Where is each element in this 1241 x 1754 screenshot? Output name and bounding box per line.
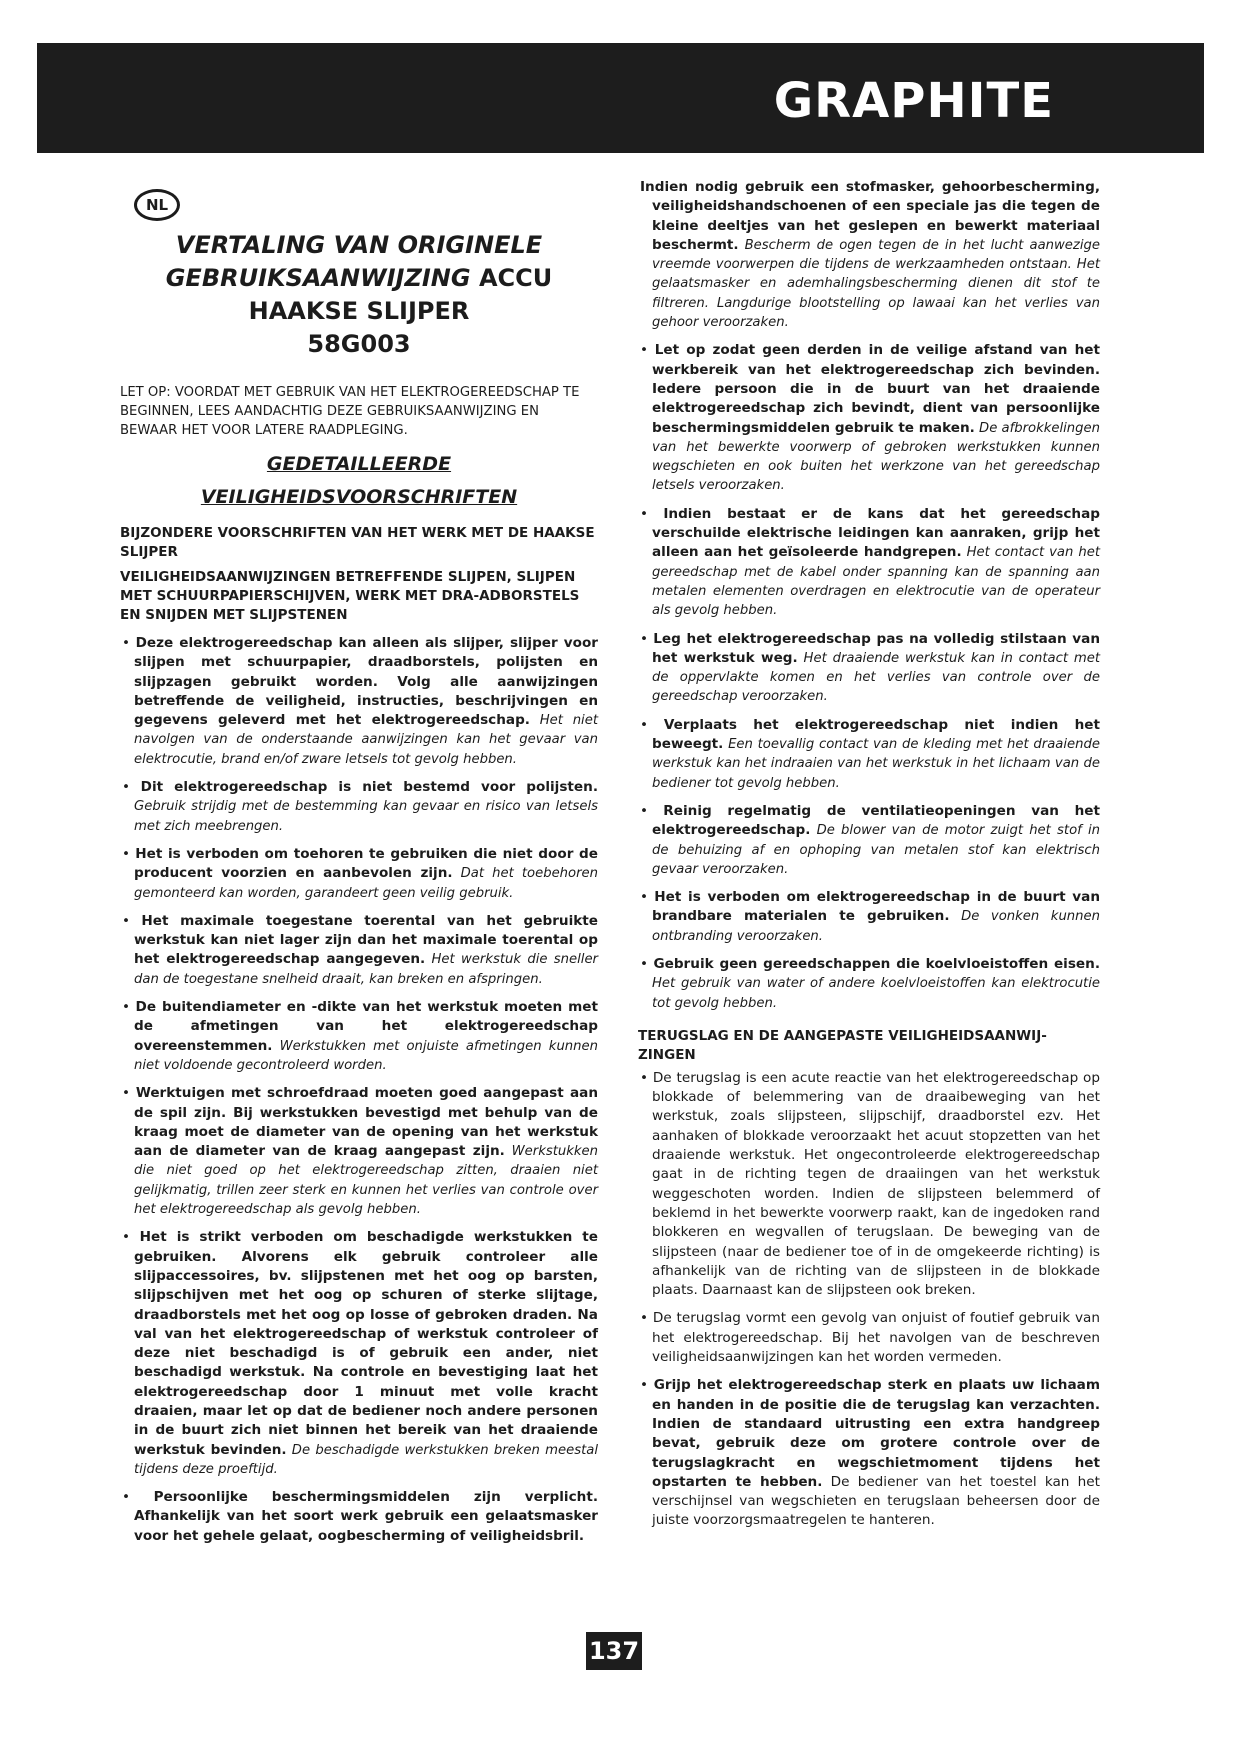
list-item: • Het is verboden om elektrogereedschap in de buurt van brandbare materialen te gebruiken. De vonken kunnen ontbranding veroorzaken.	[640, 889, 1100, 944]
list-item: • Het maximale toegestane toerental van het gebruikte werkstuk kan niet lager zijn dan het maximale toerental op het elektrogereedschap aangegeven. Het werkstuk die sneller dan de toegestane snelheid draait, kan breken en afspringen.	[122, 912, 599, 987]
list-item: • Indien bestaat er de kans dat het gereedschap verschuilde elektrische leidingen kan aanraken, grijp het alleen aan het geïsoleerde handgrepen. Het contact van het gereedschap met de kabel onder spanning kan de spanning aan metalen elementen overdragen en elektrocutie van de operateur als gevolg hebben.	[640, 505, 1100, 619]
title-line-1: VERTALING VAN ORIGINELE	[175, 231, 543, 259]
title-line-2a: GEBRUIKSAANWIJZING	[165, 264, 471, 292]
page-number: 137	[586, 1632, 642, 1670]
list-item: • Gebruik geen gereedschappen die koelvloeistoffen eisen. Het gebruik van water of andere koelvloeistoffen kan elektrocutie tot gevolg hebben.	[640, 955, 1100, 1011]
list-item: • De terugslag is een acute reactie van het elektrogereedschap op blokkade of belemmering van de draaibeweging van het werkstuk, zoals slijpsteen, slijpschijf, draadborstel ezv. Het aanhaken of blokkade veroorzaakt het acuut stopzetten van het draaiende werkstuk. Het ongecontroleerde elektrogereedschap gaat in de richting tegen de draaiingen van het werkstuk weggeschoten worden. Indien de slijpsteen belemmerd of beklemd in het bewerkte voorwerp raakt, kan de ingedoken rand blokkeren en wegvallen of terugslaan. De beweging van de slijpsteen (naar de bediener toe of in de omgekeerde richting) is afhankelijk van de richting van de slijpsteen in de blokkade plaats. Daarnaast kan de slijpsteen ook breken.	[640, 1069, 1100, 1299]
brand-logo: GRAPHITE	[773, 73, 1054, 129]
title-line-2b: ACCU	[470, 264, 553, 292]
subheading-kickback: TERUGSLAG EN DE AANGEPASTE VEILIGHEIDSAANWIJ-ZINGEN	[638, 1027, 1047, 1063]
list-item: • De buitendiameter en -dikte van het werkstuk moeten met de afmetingen van het elektrogereedschap overeenstemmen. Werkstukken met onjuiste afmetingen kunnen niet voldoende gecontroleerd worden.	[122, 999, 598, 1073]
list-item: • Dit elektrogereedschap is niet bestemd voor polijsten. Gebruik strijdig met de bestemming kan gevaar en risico van letsels met zich meebrengen.	[122, 779, 598, 834]
list-item: • Leg het elektrogereedschap pas na volledig stilstaan van het werkstuk weg. Het draaiende werkstuk kan in contact met de oppervlakte komen en het verlies van controle over de gereedschap veroorzaken.	[640, 630, 1101, 705]
header-bar	[37, 43, 1204, 153]
notice-text: LET OP: VOORDAT MET GEBRUIK VAN HET ELEKTROGEREEDSCHAP TE BEGINNEN, LEES AANDACHTIG DEZE GEBRUIKSAANWIJZING EN BEWAAR HET VOOR LATERE RAADPLEGING.	[120, 385, 580, 438]
list-item: • Reinig regelmatig de ventilatieopeningen van het elektrogereedschap. De blower van de motor zuigt het stof in de behuizing af en ophoping van metalen stof kan elektrisch gevaar veroorzaken.	[640, 802, 1101, 877]
list-item: • Grijp het elektrogereedschap sterk en plaats uw lichaam en handen in de positie die de terugslag kan verzachten. Indien de standaard uitrusting een extra handgreep bevat, gebruik deze om grotere controle over de terugslagkracht en wegschietmoment tijdens het opstarten te hebben. De bediener van het toestel kan het verschijnsel van wegschieten en terugslaan beheersen door de juiste voorzorgsmaatregelen te hanteren.	[640, 1377, 1100, 1529]
language-badge: NL	[134, 189, 180, 221]
list-item: • Persoonlijke beschermingsmiddelen zijn verplicht. Afhankelijk van het soort werk gebruik een gelaatsmasker voor het gehele gelaat, oogbescherming of veiligheidsbril.	[122, 1489, 598, 1544]
left-column	[120, 180, 598, 1546]
list-item: Indien nodig gebruik een stofmasker, gehoorbescherming, veiligheidshandschoenen of een speciale jas die tegen de kleine deeltjes van het geslepen en bewerkt materiaal beschermt. Bescherm de ogen tegen de in het lucht aanwezige vreemde voorwerpen die tijdens de werkzaamheden ontstaan. Het gelaatsmasker en ademhalingsbescherming dienen dit stof te filtreren. Langdurige blootstelling op lawaai kan het verlies van gehoor veroorzaken.	[640, 179, 1100, 331]
list-item: • Deze elektrogereedschap kan alleen als slijper, slijper voor slijpen met schuurpapier, draadborstels, polijsten en slijpzagen gebruikt worden. Volg alle aanwijzingen betreffende de veiligheid, instructies, beschrijvingen en gegevens geleverd met het elektrogereedschap. Het niet navolgen van de onderstaande aanwijzingen kan het gevaar van elektrocutie, brand en/of zware letsels tot gevolg hebben.	[122, 635, 599, 767]
list-item: • Let op zodat geen derden in de veilige afstand van het werkbereik van het elektrogereedschap zich bevinden. Iedere persoon die in de buurt van het draaiende elektrogereedschap zich bevindt, dient van persoonlijke beschermingsmiddelen gebruik te maken. De afbrokkelingen van het bewerkte voorwerp of gebroken werkstukken kunnen wegschieten en ook buiten het werkzone van het gereedschap letsels veroorzaken.	[640, 342, 1100, 494]
list-item: • De terugslag vormt een gevolg van onjuist of foutief gebruik van het elektrogereedschap. Bij het navolgen van de beschreven veiligheidsaanwijzingen kan het worden vermeden.	[640, 1310, 1100, 1366]
right-column	[638, 178, 1100, 1531]
title-line-4: 58G003	[307, 330, 411, 358]
title-line-3: HAAKSE SLIJPER	[248, 297, 470, 325]
section-title-line-1: GEDETAILLEERDE	[266, 453, 452, 475]
subheading-1: BIJZONDERE VOORSCHRIFTEN VAN HET WERK MET DE HAAKSE SLIJPER	[120, 525, 595, 560]
section-title	[120, 448, 598, 514]
list-item: • Werktuigen met schroefdraad moeten goed aangepast aan de spil zijn. Bij werkstukken bevestigd met behulp van de kraag moet de diameter van de opening van het werkstuk aan de diameter van de kraag aangepast zijn. Werkstukken die niet goed op het elektrogereedschap zitten, draaien niet gelijkmatig, trillen zeer sterk en kunnen het verlies van controle over het elektrogereedschap als gevolg hebben.	[122, 1085, 598, 1218]
list-item: • Verplaats het elektrogereedschap niet indien het beweegt. Een toevallig contact van de kleding met het draaiende werkstuk kan het indraaien van het werkstuk in het lichaam van de bediener tot gevolg hebben.	[640, 716, 1100, 791]
section-title-line-2: VEILIGHEIDSVOORSCHRIFTEN	[200, 486, 518, 508]
subheading-2: VEILIGHEIDSAANWIJZINGEN BETREFFENDE SLIJPEN, SLIJPEN MET SCHUURPAPIERSCHIJVEN, WERK MET DRA-ADBORSTELS EN SNIJDEN MET SLIJPSTENEN	[120, 569, 580, 623]
list-item: • Het is verboden om toehoren te gebruiken die niet door de producent voorzien en aanbevolen zijn. Dat het toebehoren gemonteerd kan worden, garandeert geen veilig gebruik.	[122, 845, 598, 901]
list-item: • Het is strikt verboden om beschadigde werkstukken te gebruiken. Alvorens elk gebruik controleer alle slijpaccessoires, bv. slijpstenen met het oog op barsten, slijpschijven met het oog op schuren of sterke slijtage, draadborstels met het oog op losse of gebroken draden. Na val van het elektrogereedschap of werkstuk controleer of deze niet beschadigd is of gebruik een ander, niet beschadigd werkstuk. Na controle en bevestiging laat het elektrogereedschap door 1 minuut met volle kracht draaien, maar let op dat de bediener noch andere personen in de buurt zich niet binnen het bereik van het draaiende werkstuk bevinden. De beschadigde werkstukken breken meestal tijdens deze proeftijd.	[122, 1229, 599, 1477]
document-title	[120, 229, 598, 361]
